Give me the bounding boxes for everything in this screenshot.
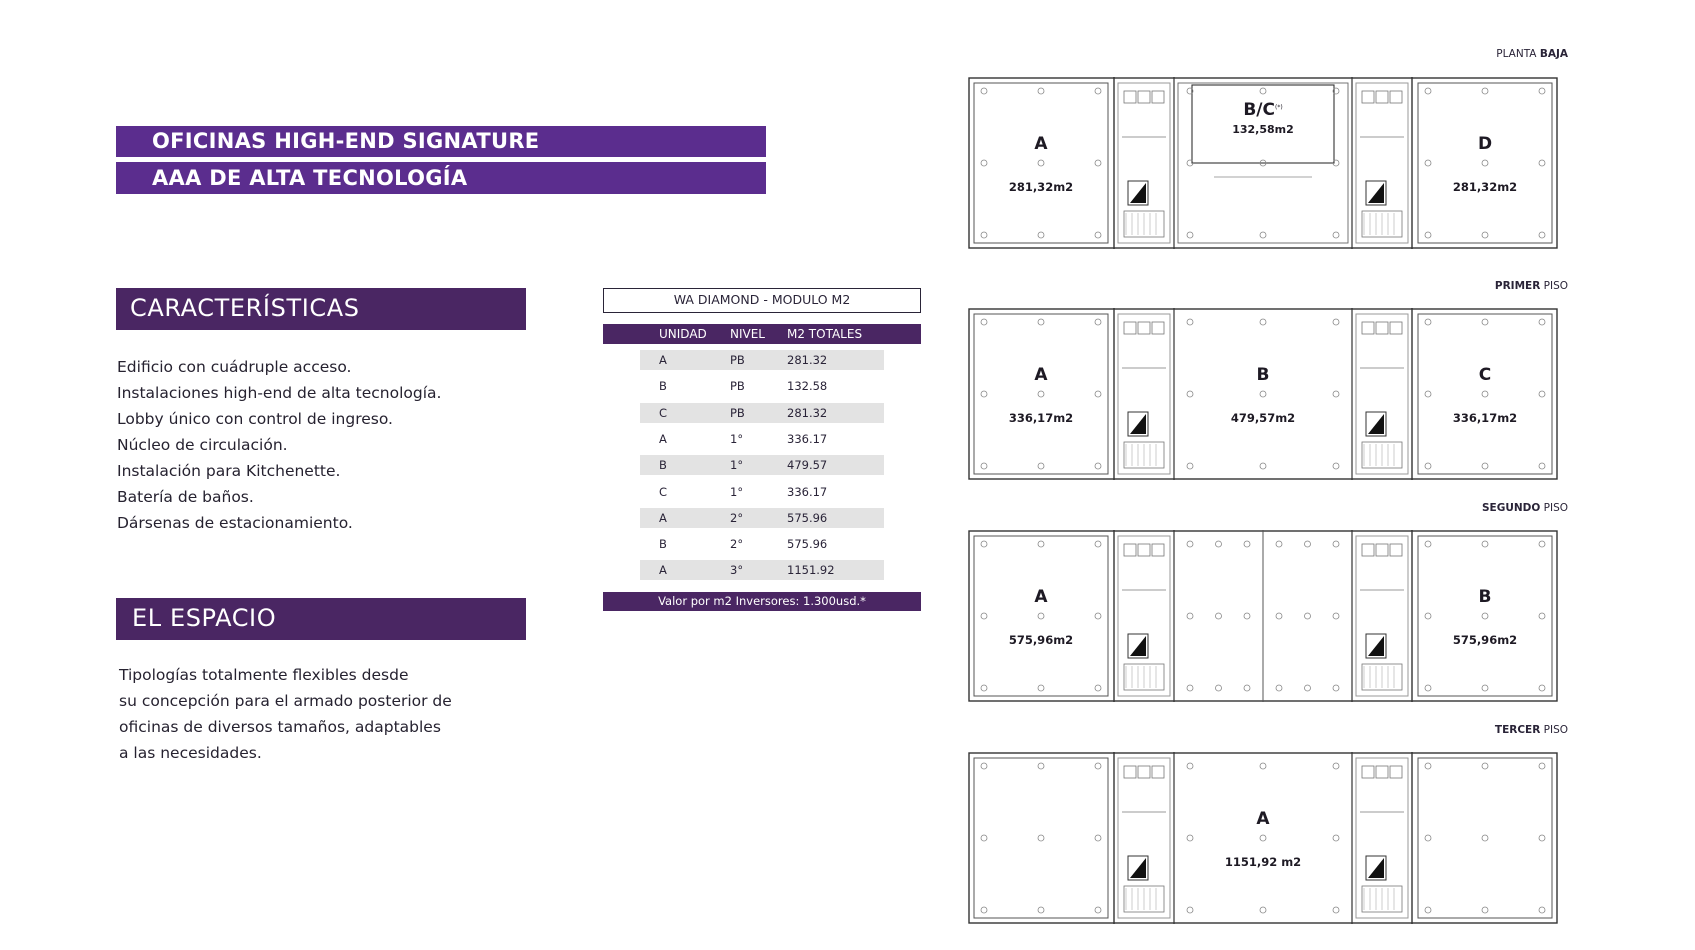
cell-m2: 132.58	[787, 379, 828, 394]
table-row	[640, 429, 884, 449]
headline-line-2: AAA DE ALTA TECNOLOGÍA	[116, 162, 766, 194]
espacio-line: oficinas de diversos tamaños, adaptables	[119, 718, 441, 736]
cell-m2: 281.32	[787, 353, 828, 367]
caracteristicas-heading: CARACTERÍSTICAS	[116, 288, 526, 330]
cell-unidad: A	[659, 353, 667, 367]
list-item: Batería de baños.	[117, 488, 254, 506]
cell-nivel: 1°	[730, 484, 744, 499]
table-row	[640, 534, 884, 554]
caracteristicas-list	[117, 354, 441, 536]
cell-m2: 575.96	[787, 537, 828, 552]
cell-unidad: C	[659, 484, 668, 499]
cell-nivel: PB	[730, 379, 745, 394]
cell-nivel: 3°	[730, 563, 744, 578]
headline-line-1: OFICINAS HIGH-END SIGNATURE	[116, 126, 766, 157]
cell-unidad: B	[659, 458, 667, 473]
table-row	[640, 482, 884, 502]
espacio-heading: EL ESPACIO	[116, 598, 526, 640]
cell-unidad: B	[659, 537, 667, 552]
list-item: Edificio con cuádruple acceso.	[117, 358, 352, 376]
cell-unidad: A	[659, 431, 667, 446]
espacio-line: Tipologías totalmente flexibles desde	[119, 666, 409, 684]
table-row	[640, 560, 884, 580]
unit-area: 132,58m2	[1232, 123, 1294, 136]
unit-letter: A	[1034, 365, 1048, 385]
cell-nivel: 2°	[730, 537, 744, 552]
cell-unidad: A	[659, 510, 667, 525]
cell-unidad: B	[659, 379, 667, 394]
cell-unidad: A	[659, 563, 667, 578]
unit-letter: C	[1478, 365, 1492, 385]
list-item: Instalación para Kitchenette.	[117, 462, 341, 480]
table-footer: Valor por m2 Inversores: 1.300usd.*	[603, 592, 921, 611]
floor-plan	[968, 530, 1558, 702]
plan-label: SEGUNDO PISO	[1481, 502, 1568, 514]
unit-area: 281,32m2	[1452, 180, 1518, 194]
cell-nivel: 1°	[730, 458, 744, 473]
cell-nivel: PB	[730, 405, 745, 420]
cell-m2: 575.96	[787, 510, 828, 525]
unit-letter: A	[1034, 587, 1048, 607]
unit-area: 575,96m2	[1452, 633, 1518, 647]
cell-unidad: C	[659, 405, 668, 420]
cell-nivel: 2°	[730, 510, 744, 525]
cell-nivel: 1°	[730, 431, 744, 446]
floor-plan	[968, 308, 1558, 480]
list-item: Lobby único con control de ingreso.	[117, 410, 393, 428]
unit-letter: A	[1034, 134, 1048, 154]
unit-area: 336,17m2	[1452, 411, 1518, 425]
unit-area: 479,57m2	[1230, 411, 1296, 425]
unit-letter: D	[1477, 134, 1493, 154]
plan-label: PLANTA BAJA	[1496, 48, 1568, 60]
table-row	[640, 403, 884, 423]
table-row	[640, 508, 884, 528]
table-row	[640, 455, 884, 475]
column-header-nivel: NIVEL	[730, 327, 765, 341]
list-item: Dársenas de estacionamiento.	[117, 514, 353, 532]
list-item: Núcleo de circulación.	[117, 436, 288, 454]
table-row	[640, 350, 884, 370]
unit-letter: B	[1478, 587, 1492, 607]
unit-letter: B	[1256, 365, 1270, 385]
unit-area: 336,17m2	[1008, 411, 1074, 425]
cell-m2: 479.57	[787, 458, 828, 473]
cell-m2: 1151.92	[787, 563, 835, 578]
unit-area: 1151,92 m2	[1224, 855, 1302, 869]
espacio-description	[119, 662, 499, 766]
table-row	[640, 376, 884, 396]
cell-nivel: PB	[730, 353, 745, 367]
list-item: Instalaciones high-end de alta tecnología.	[117, 384, 442, 402]
plan-label: TERCER PISO	[1494, 724, 1568, 736]
floor-plan	[968, 77, 1558, 249]
table-header	[603, 324, 921, 344]
column-header-m2: M2 TOTALES	[787, 327, 863, 341]
cell-m2: 336.17	[787, 431, 828, 446]
espacio-line: a las necesidades.	[119, 744, 262, 762]
unit-letter: A	[1256, 809, 1270, 829]
unit-letter: B/C(*)	[1243, 100, 1283, 120]
cell-m2: 336.17	[787, 484, 828, 499]
unit-area: 281,32m2	[1008, 180, 1074, 194]
floor-plan	[968, 752, 1558, 924]
table-title: WA DIAMOND - MODULO M2	[603, 288, 921, 313]
cell-m2: 281.32	[787, 405, 828, 420]
plan-label: PRIMER PISO	[1494, 280, 1568, 292]
unit-area: 575,96m2	[1008, 633, 1074, 647]
column-header-unidad: UNIDAD	[659, 327, 707, 341]
espacio-line: su concepción para el armado posterior de	[119, 692, 452, 710]
